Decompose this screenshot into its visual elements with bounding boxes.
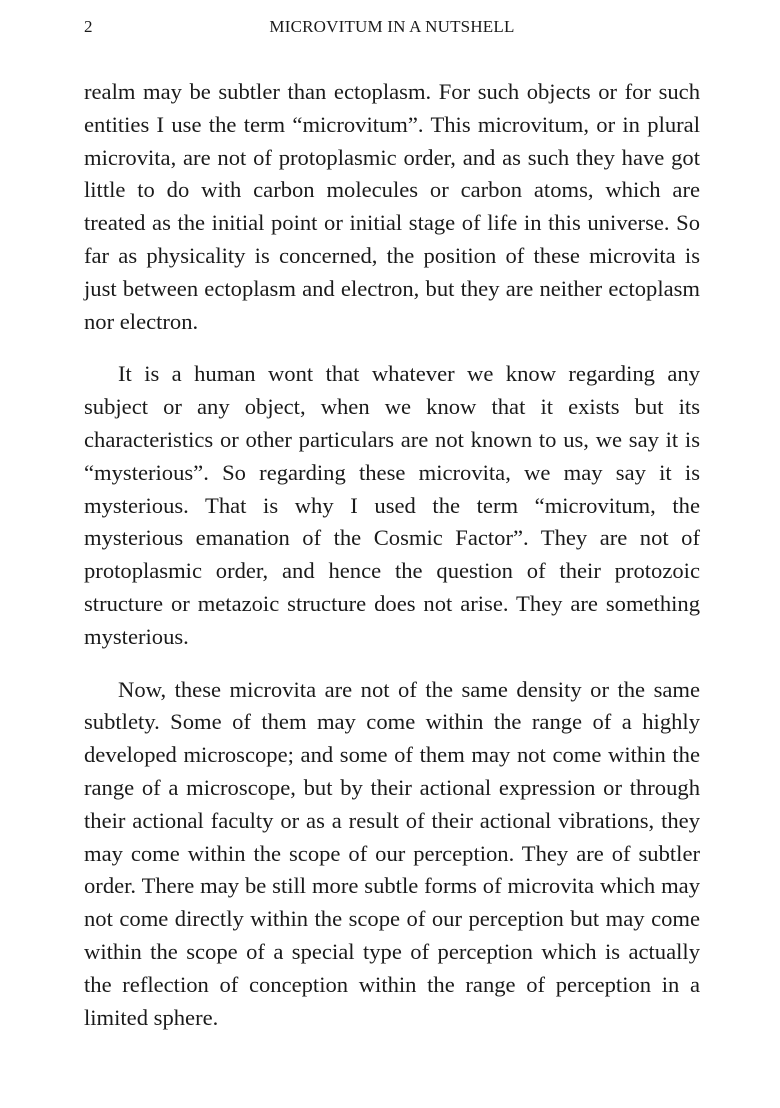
page-header (84, 14, 700, 40)
paragraph-3: Now, these microvita are not of the same density or the same subtlety. Some of them may come within the range of a highly developed microscope; and some of them may not come within the range of a microscope, but by their actional expression or through their actional faculty or as a result of their actional vibrations, they may come within the scope of our perception. They are of subtler order. There may be still more subtle forms of microvita which may not come directly within the scope of our perception but may come within the scope of a special type of perception which is actually the reflection of conception within the range of perception in a limited sphere. (84, 676, 700, 1030)
paragraph-1: realm may be subtler than ectoplasm. For such objects or for such entities I use the term “microvitum”. This microvitum, or in plural microvita, are not of protoplasmic order, and as such they have got little to do with carbon molecules or carbon atoms, which are treated as the initial point or initial stage of life in this universe. So far as physicality is concerned, the position of these microvita is just between ectoplasm and electron, but they are neither ectoplasm nor electron. (84, 79, 700, 334)
page-number: 2 (84, 17, 93, 36)
running-title: MICROVITUM IN A NUTSHELL (269, 17, 515, 36)
paragraph-2: It is a human wont that whatever we know regarding any subject or any object, when we know that it exists but its characteristics or other particulars are not known to us, we say it is “mysterious”. So regarding these microvita, we may say it is mysterious. That is why I used the term “microvitum, the mysterious emanation of the Cosmic Factor”. They are not of protoplasmic order, and hence the question of their protozoic structure or metazoic structure does not arise. They are something mysterious. (84, 361, 700, 649)
text-body (84, 76, 700, 1034)
